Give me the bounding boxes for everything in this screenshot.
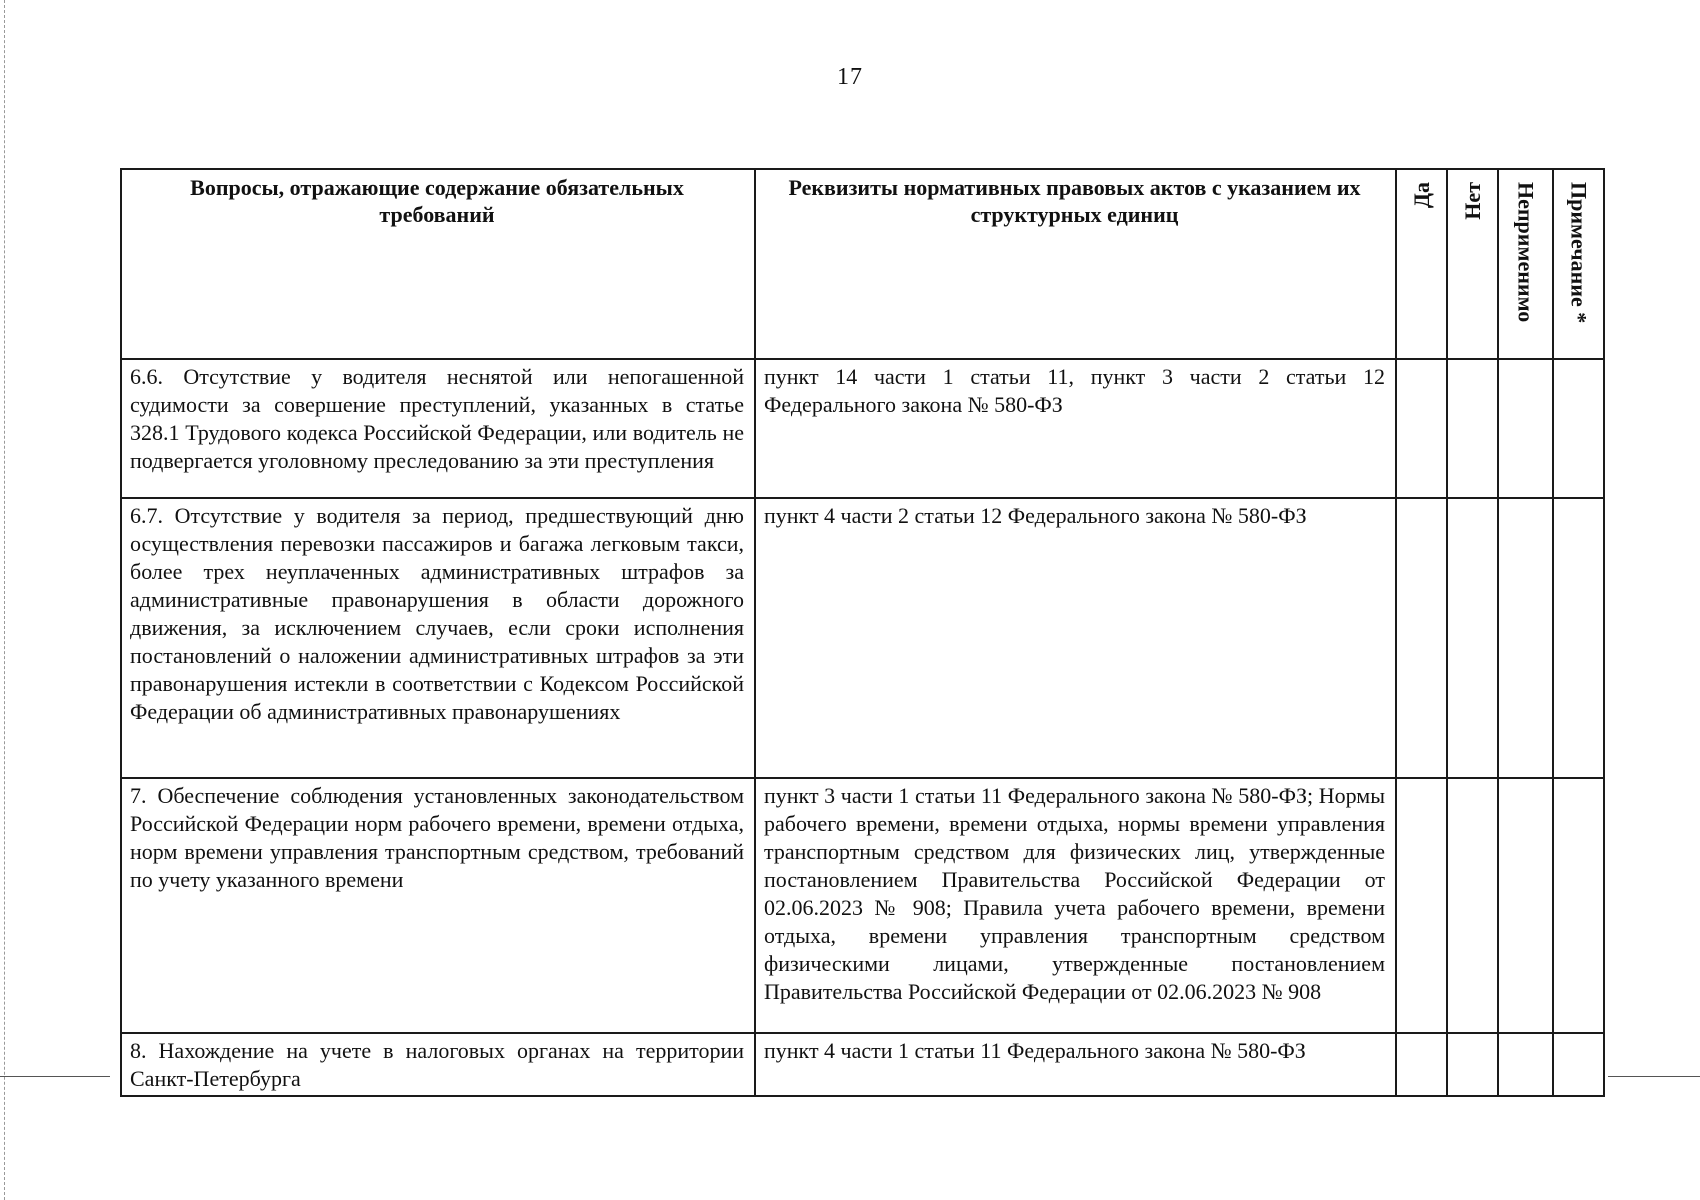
cell-note (1553, 1033, 1604, 1096)
cell-not-applicable (1498, 498, 1553, 778)
cell-note (1553, 498, 1604, 778)
row-question: 7. Обеспечение соблюдения установленных законодательством Российской Федерации норм рабочего времени, времени отдыха, норм времени управления транспортным средством, требований по учету указанного времени (121, 778, 755, 1033)
row-question: 6.6. Отсутствие у водителя неснятой или непогашенной судимости за совершение преступлений, указанных в статье 328.1 Трудового кодекса Российской Федерации, или водитель не подвергается уголовному преследованию за эти преступления (121, 359, 755, 498)
header-note-cell (1553, 169, 1604, 359)
row-requisites: пункт 4 части 1 статьи 11 Федерального закона № 580-ФЗ (755, 1033, 1396, 1096)
row-requisites: пункт 14 части 1 статьи 11, пункт 3 части 2 статьи 12 Федерального закона № 580-ФЗ (755, 359, 1396, 498)
header-not-applicable: Неприменимо (1513, 182, 1539, 323)
table-header-row (121, 169, 1604, 359)
cell-no (1447, 498, 1498, 778)
row-question: 6.7. Отсутствие у водителя за период, предшествующий дню осуществления перевозки пассажиров и багажа легковым такси, более трех неуплаченных административных штрафов за административные правонарушения в области дорожного движения, за исключением случаев, если сроки исполнения постановлений о наложении административных штрафов за эти правонарушения истекли в соответствии с Кодексом Российской Федерации об административных правонарушениях (121, 498, 755, 778)
cell-not-applicable (1498, 778, 1553, 1033)
header-yes: Да (1408, 182, 1434, 209)
cell-yes (1396, 778, 1447, 1033)
scan-line-left (0, 1076, 110, 1077)
header-not-applicable-cell (1498, 169, 1553, 359)
cell-no (1447, 778, 1498, 1033)
cell-not-applicable (1498, 1033, 1553, 1096)
cell-yes (1396, 1033, 1447, 1096)
cell-yes (1396, 498, 1447, 778)
page-number: 17 (837, 64, 863, 90)
cell-yes (1396, 359, 1447, 498)
cell-not-applicable (1498, 359, 1553, 498)
table-row (121, 498, 1604, 778)
header-yes-cell (1396, 169, 1447, 359)
row-requisites: пункт 3 части 1 статьи 11 Федерального закона № 580-ФЗ; Нормы рабочего времени, времени отдыха, нормы времени управления транспортным средством для физических лиц, утвержденные постановлением Правительства Российской Федерации от 02.06.2023 № 908; Правила учета рабочего времени, времени отдыха, времени управления транспортным средством физическими лицами, утвержденные постановлением Правительства Российской Федерации от 02.06.2023 № 908 (755, 778, 1396, 1033)
header-note: Примечание * (1566, 182, 1592, 324)
header-question: Вопросы, отражающие содержание обязательных требований (121, 169, 755, 359)
row-requisites: пункт 4 части 2 статьи 12 Федерального закона № 580-ФЗ (755, 498, 1396, 778)
table-row (121, 778, 1604, 1033)
scan-line-right (1608, 1076, 1700, 1077)
header-requisites: Реквизиты нормативных правовых актов с указанием их структурных единиц (755, 169, 1396, 359)
row-question: 8. Нахождение на учете в налоговых органах на территории Санкт-Петербурга (121, 1033, 755, 1096)
requirements-table (120, 168, 1605, 1097)
header-no: Нет (1459, 182, 1485, 220)
cell-no (1447, 359, 1498, 498)
cell-note (1553, 778, 1604, 1033)
header-no-cell (1447, 169, 1498, 359)
scan-edge-left (4, 0, 5, 1200)
table-row (121, 1033, 1604, 1096)
cell-no (1447, 1033, 1498, 1096)
table-row (121, 359, 1604, 498)
cell-note (1553, 359, 1604, 498)
